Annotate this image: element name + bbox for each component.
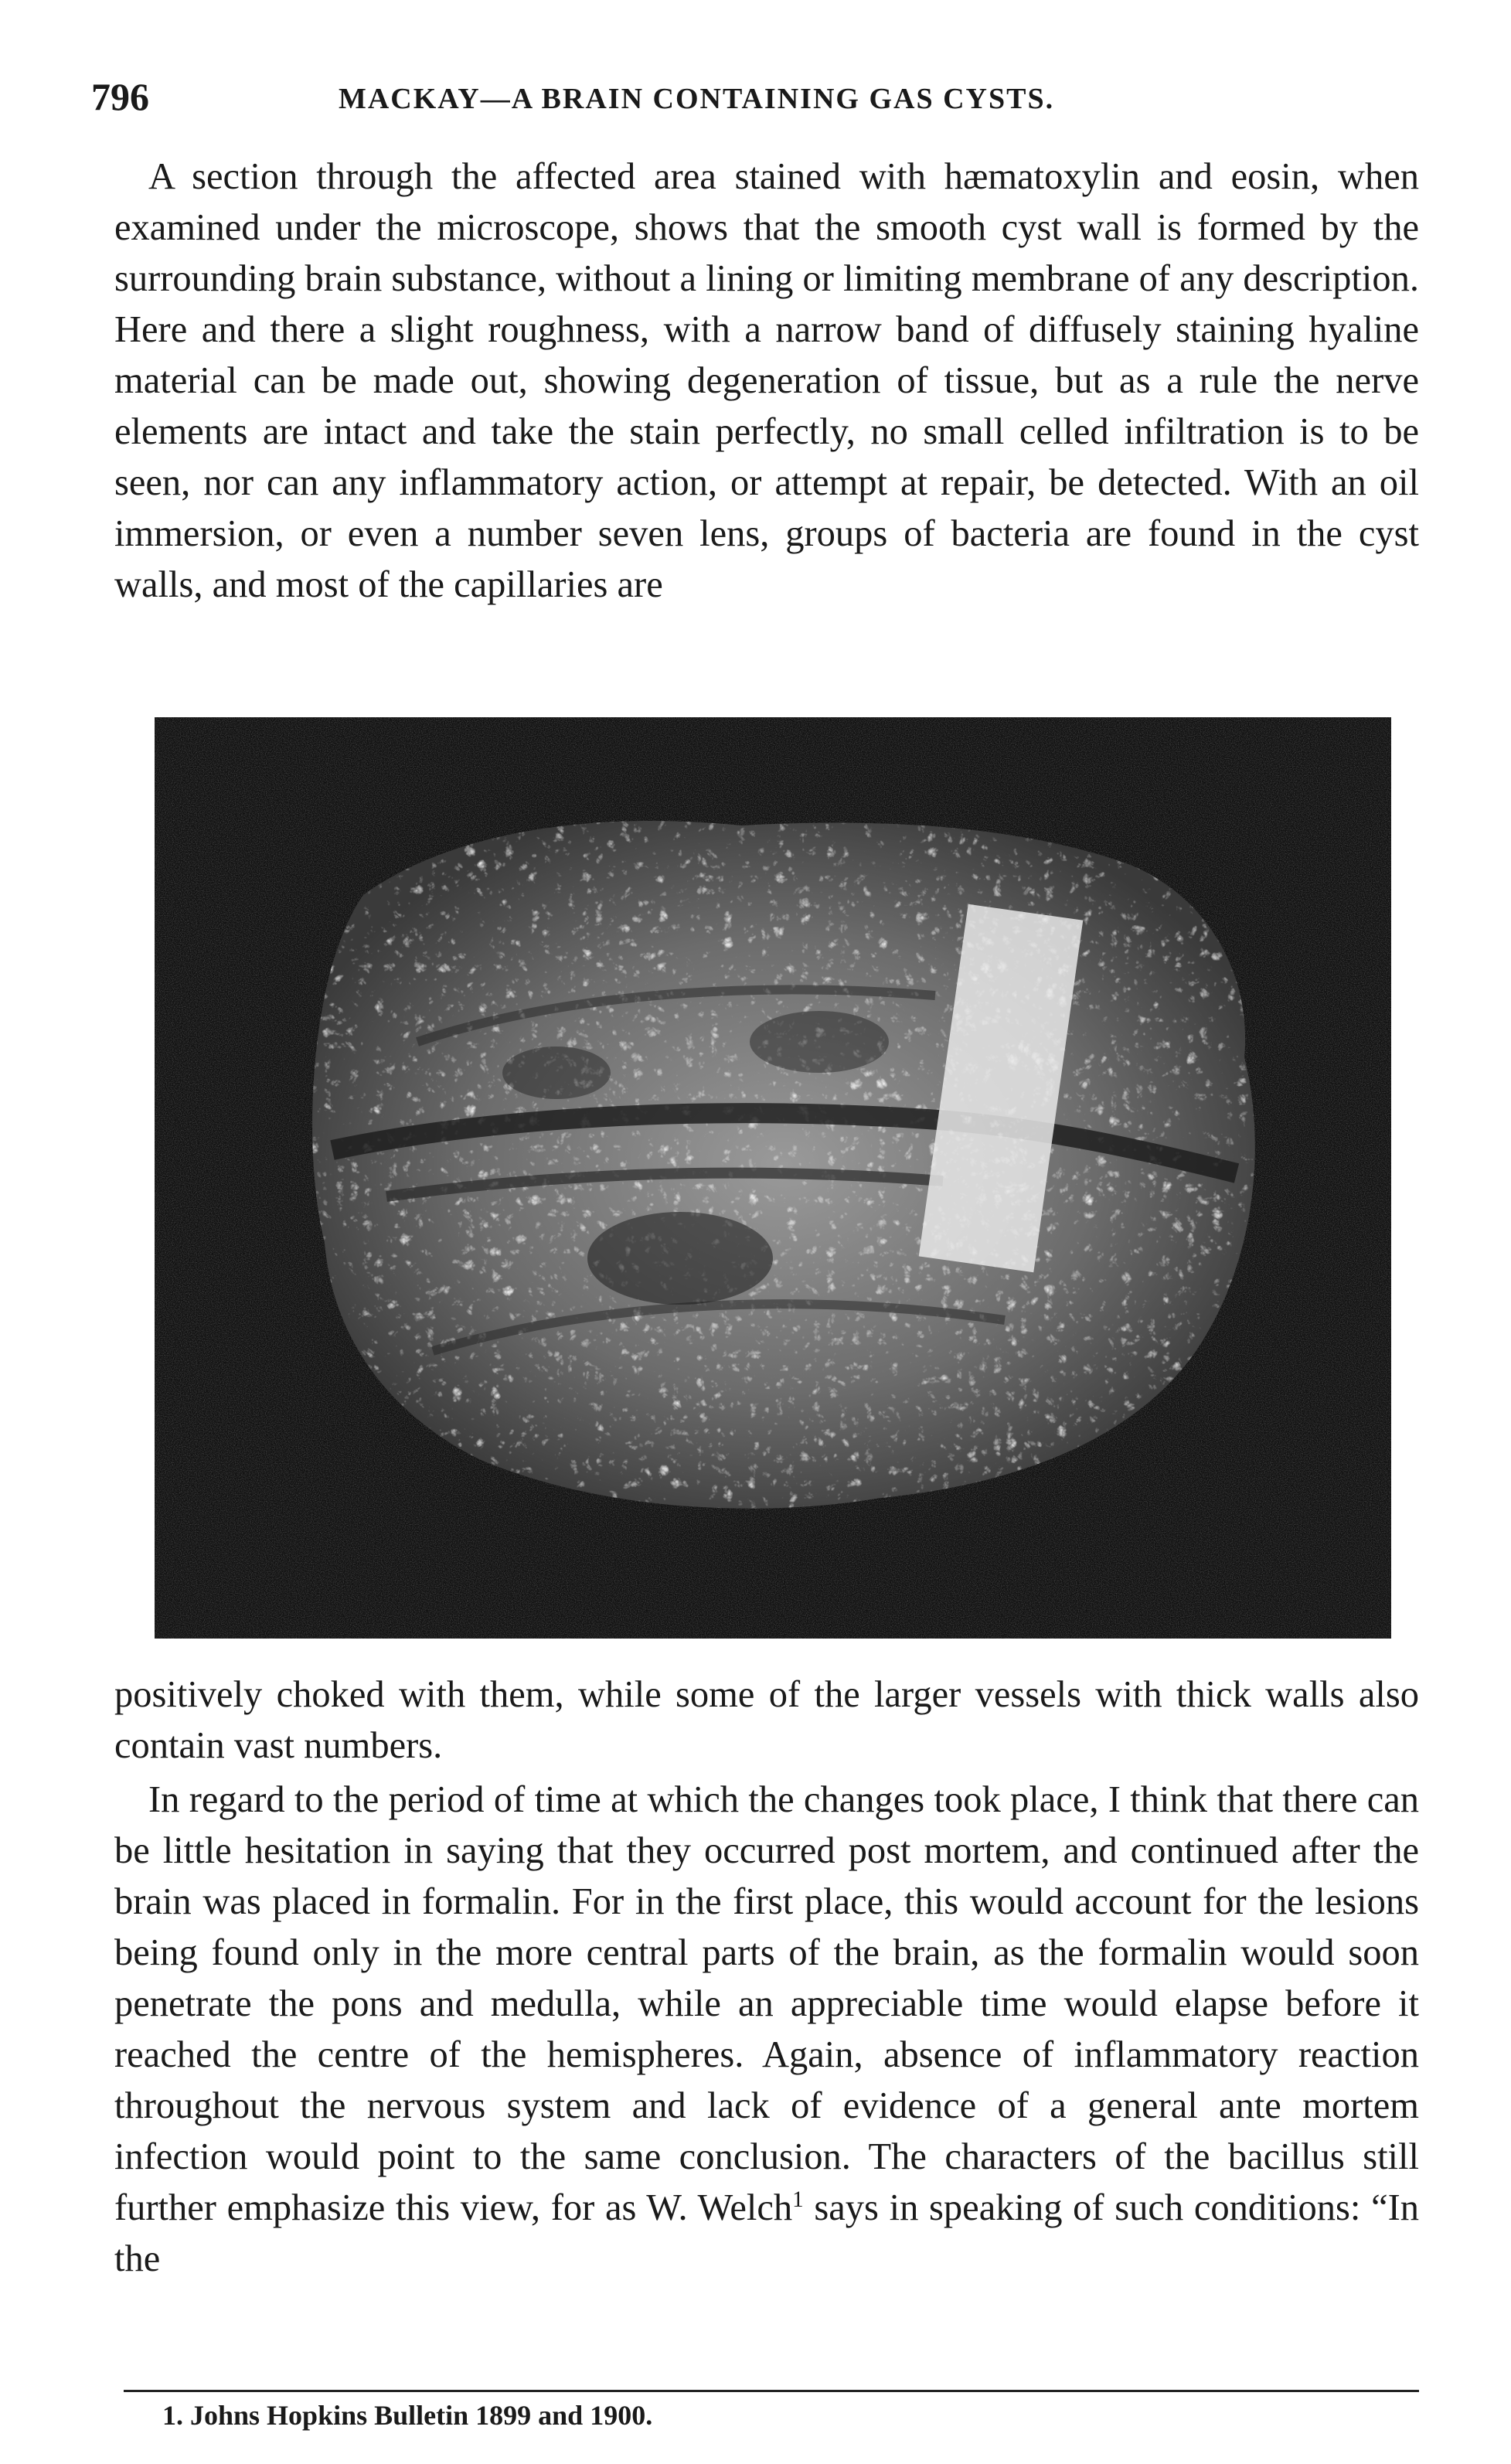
brain-section-photograph [155,717,1391,1639]
brain-section-image [155,717,1391,1639]
paragraph-text: In regard to the period of time at which the changes took place, I think that there can be little hesitation in saying that they occurred post mortem, and continued after the brain was placed in formalin. For in the first place, this would account for the lesions being found only in the more central parts of the brain, as the formalin would soon penetrate the pons and medulla, while an appreciable time would elapse before it reached the centre of the hemispheres. Again, absence of inflammatory reaction throughout the nervous system and lack of evidence of a general ante mortem infection would point to the same conclusion. The characters of the bacillus still further emphasize this view, for as W. Welch [114,1779,1419,2228]
running-head [91,74,1421,128]
footnote: 1. Johns Hopkins Bulletin 1899 and 1900. [162,2400,653,2431]
paragraph-text: says in speaking of such conditions: “In the [114,2187,1420,2279]
body-paragraph [114,1775,1419,2285]
body-paragraph: A section through the affected area stained with hæmatoxylin and eosin, when examined under the microscope, shows that the smooth cyst wall is formed by the surrounding brain substance, without a lining or limiting membrane of any description. Here and there a slight roughness, with a narrow band of diffusely staining hyaline material can be made out, showing degeneration of tissue, but as a rule the nerve elements are intact and take the stain perfectly, no small celled infiltration is to be seen, nor can any inflammatory action, or attempt at repair, be detected. With an oil immersion, or even a number seven lens, groups of bacteria are found in the cyst walls, and most of the capillaries are [114,156,1419,605]
footnote-reference[interactable]: 1 [792,2187,804,2212]
footnote-divider [124,2390,1419,2392]
body-paragraph: positively choked with them, while some of the larger vessels with thick walls also contain vast numbers. [114,1674,1419,1766]
running-title: MACKAY—A BRAIN CONTAINING GAS CYSTS. [339,83,1055,115]
page-number: 796 [91,75,149,118]
